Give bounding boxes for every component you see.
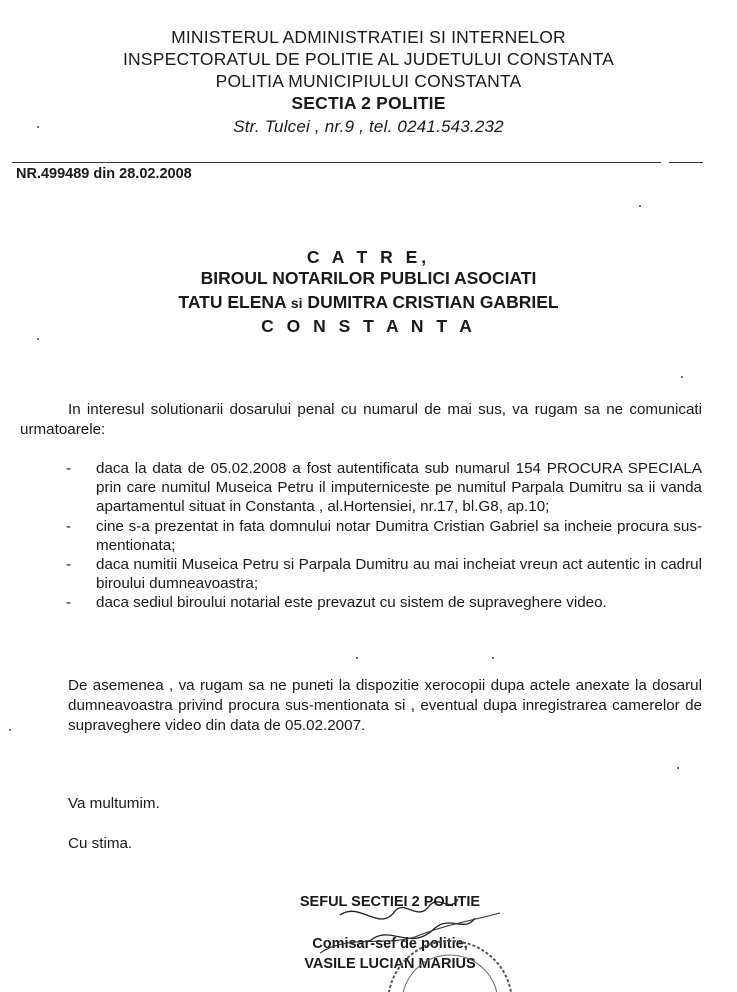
- header-divider-end: [669, 162, 703, 163]
- list-item-text: daca numitii Museica Petru si Parpala Dumitru au mai incheiat vreun act autentic in cadrul biroului dumneavoastra;: [96, 556, 702, 593]
- list-item: [66, 459, 702, 517]
- intro-paragraph: In interesul solutionarii dosarului penal cu numarul de mai sus, va rugam sa ne comunicati urmatoarele:: [20, 401, 702, 438]
- bullet-dash: -: [66, 517, 72, 535]
- addressee-conjunction: si: [290, 295, 303, 311]
- registration-number: NR.499489 din 28.02.2008: [16, 166, 192, 182]
- list-item-text: cine s-a prezentat in fata domnului notar Dumitra Cristian Gabriel sa incheie procura sus-mentionata;: [96, 517, 702, 554]
- list-item: [66, 555, 702, 593]
- header-address: Str. Tulcei , nr.9 , tel. 0241.543.232: [233, 117, 504, 136]
- signature-title: SEFUL SECTIEI 2 POLITIE: [299, 894, 481, 910]
- bullet-dash: -: [66, 460, 72, 477]
- list-item-text: daca sediul biroului notarial este prevazut cu sistem de supraveghere video.: [96, 594, 607, 612]
- header-ministry: MINISTERUL ADMINISTRATIEI SI INTERNELOR: [171, 27, 566, 47]
- signature-rank: Comisar-sef de politie,: [312, 936, 468, 952]
- request-paragraph: De asemenea , va rugam sa ne puneti la dispozitie xerocopii dupa actele anexate la dosarul dumneavoastra privind procura sus-mentionata si , eventual dupa inregistrarea camerelor de supraveghere video din data de 05.02.2007.: [68, 677, 702, 734]
- addressee-notary-1: TATU ELENA: [178, 292, 291, 312]
- closing-regards: Cu stima.: [68, 835, 133, 852]
- addressee-to: C A T R E,: [306, 247, 431, 267]
- header-divider: [12, 162, 661, 163]
- addressee-office: BIROUL NOTARILOR PUBLICI ASOCIATI: [200, 268, 537, 288]
- addressee-notaries: [0, 290, 737, 315]
- closing-thanks: Va multumim.: [68, 795, 160, 812]
- request-list: [66, 459, 702, 613]
- signature-name: VASILE LUCIAN MARIUS: [304, 956, 476, 972]
- list-item: [66, 593, 702, 612]
- header-municipal-police: POLITIA MUNICIPIULUI CONSTANTA: [215, 71, 522, 91]
- list-item-text: daca la data de 05.02.2008 a fost autentificata sub numarul 154 PROCURA SPECIALA prin care numitul Museica Petru il imputerniceste pe numitul Parpala Dumitru sa ii vanda apartamentul situat in Constanta , al.Hortensiei, nr.17, bl.G8, ap.10;: [96, 460, 702, 516]
- header-section: SECTIA 2 POLITIE: [291, 93, 446, 113]
- addressee-notary-2: DUMITRA CRISTIAN GABRIEL: [302, 292, 559, 312]
- bullet-dash: -: [66, 556, 72, 574]
- header-inspectorate: INSPECTORATUL DE POLITIE AL JUDETULUI CONSTANTA: [122, 49, 615, 69]
- bullet-dash: -: [66, 594, 72, 612]
- addressee-city: C O N S T A N T A: [261, 316, 476, 336]
- list-item: [66, 517, 702, 555]
